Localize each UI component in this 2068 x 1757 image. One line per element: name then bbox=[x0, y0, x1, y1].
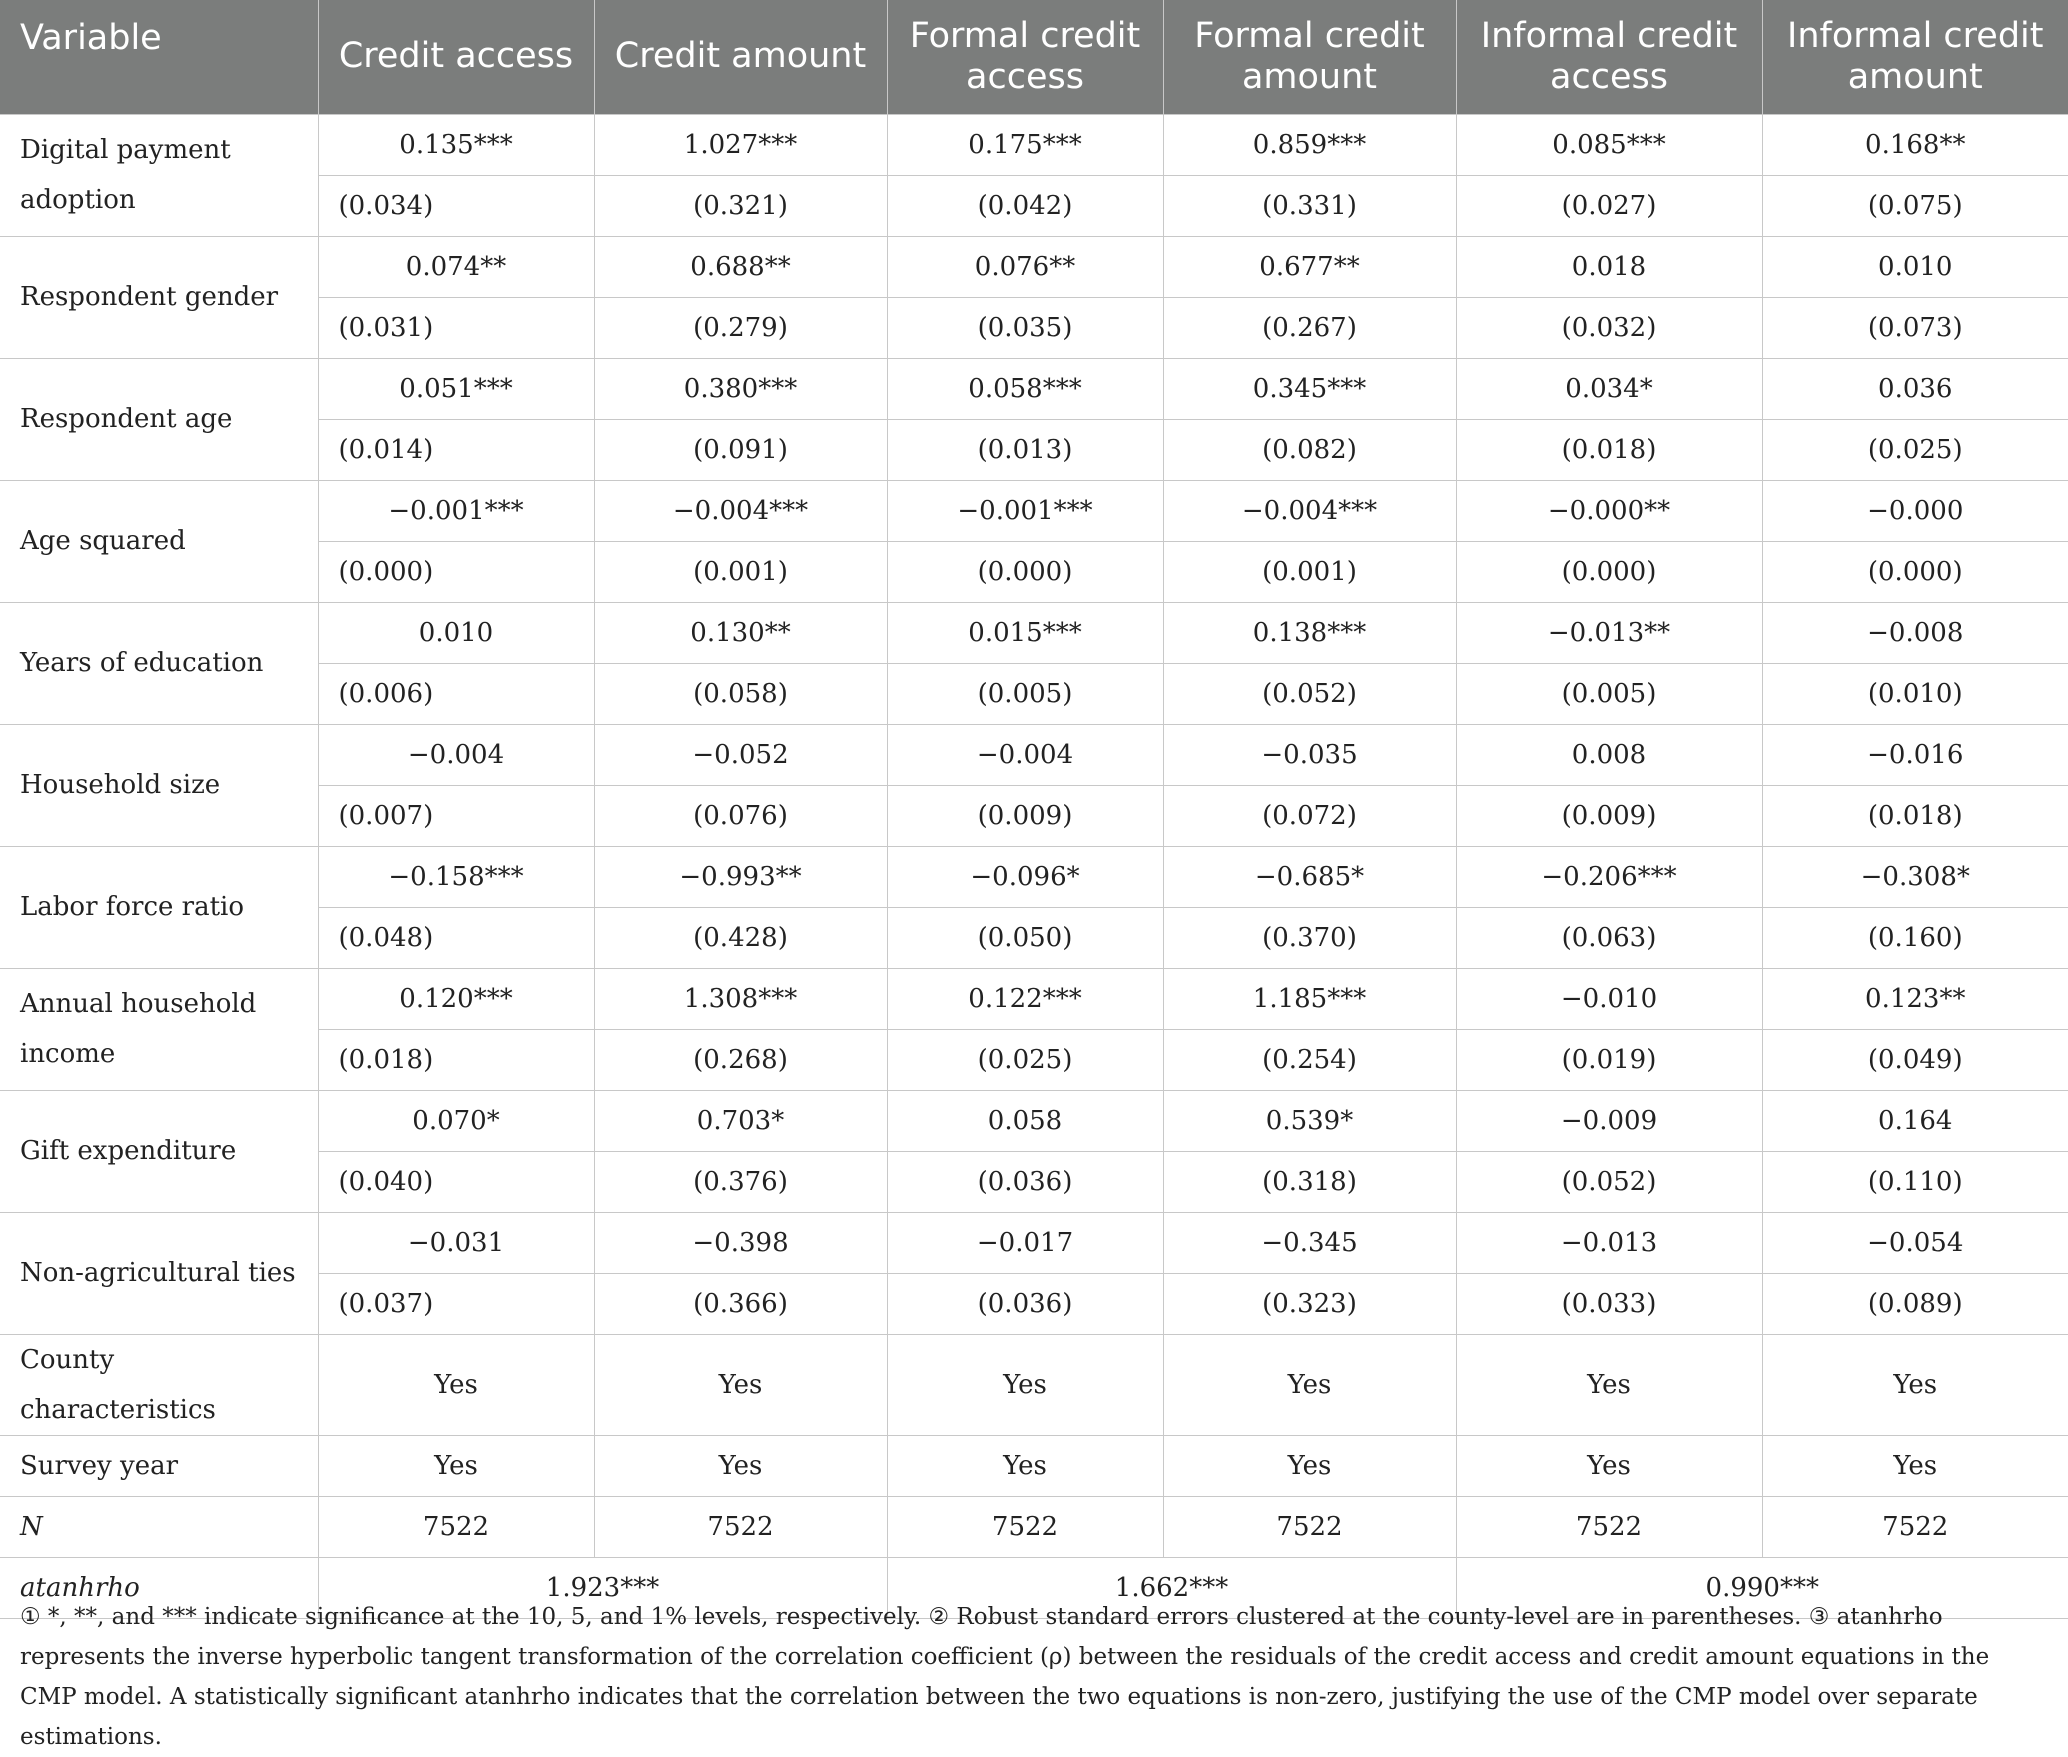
coefficient-cell: −0.000** bbox=[1456, 480, 1762, 541]
standard-error-cell: (0.052) bbox=[1456, 1151, 1762, 1212]
standard-error-cell: (0.014) bbox=[318, 419, 594, 480]
standard-error-cell: (0.005) bbox=[887, 663, 1163, 724]
standard-error-cell: (0.323) bbox=[1163, 1273, 1456, 1334]
coefficient-cell: 0.539* bbox=[1163, 1090, 1456, 1151]
control-cell: Yes bbox=[594, 1334, 887, 1435]
table-notes: ① *, **, and *** indicate significance at the 10, 5, and 1% levels, respectively. ② Robust standard errors clustered at the county-level are in parentheses. ③ atanhrho represents the inverse hyperbolic tangent transformation of the correlation coefficient (ρ) between the residuals of the credit access and credit amount equations in the CMP model. A statistically significant atanhrho indicates that the correlation between the two equations is non-zero, justifying the use of the CMP model over separate estimations. bbox=[20, 1604, 1990, 1750]
coefficient-cell: 0.051*** bbox=[318, 358, 594, 419]
standard-error-cell: (0.082) bbox=[1163, 419, 1456, 480]
standard-error-cell: (0.005) bbox=[1456, 663, 1762, 724]
coefficient-cell: −0.993** bbox=[594, 846, 887, 907]
coefficient-cell: −0.004*** bbox=[1163, 480, 1456, 541]
coefficient-cell: −0.001*** bbox=[318, 480, 594, 541]
coefficient-cell: −0.308* bbox=[1762, 846, 2068, 907]
standard-error-cell: (0.000) bbox=[318, 541, 594, 602]
standard-error-cell: (0.009) bbox=[1456, 785, 1762, 846]
control-row bbox=[0, 1334, 2068, 1435]
standard-error-cell: (0.110) bbox=[1762, 1151, 2068, 1212]
standard-error-cell: (0.376) bbox=[594, 1151, 887, 1212]
variable-label: Respondent age bbox=[0, 358, 318, 480]
coefficient-row bbox=[0, 846, 2068, 907]
control-cell: Yes bbox=[318, 1435, 594, 1496]
coefficient-cell: −0.004*** bbox=[594, 480, 887, 541]
standard-error-cell: (0.050) bbox=[887, 907, 1163, 968]
variable-label: Non-agricultural ties bbox=[0, 1212, 318, 1334]
coefficient-cell: 0.677** bbox=[1163, 236, 1456, 297]
standard-error-cell: (0.018) bbox=[1456, 419, 1762, 480]
coefficient-row bbox=[0, 1090, 2068, 1151]
standard-error-cell: (0.042) bbox=[887, 175, 1163, 236]
coefficient-cell: −0.010 bbox=[1456, 968, 1762, 1029]
coefficient-cell: 0.164 bbox=[1762, 1090, 2068, 1151]
coefficient-cell: 0.120*** bbox=[318, 968, 594, 1029]
control-cell: 7522 bbox=[594, 1496, 887, 1557]
standard-error-cell: (0.000) bbox=[887, 541, 1163, 602]
coefficient-cell: 0.135*** bbox=[318, 114, 594, 175]
coefficient-cell: −0.345 bbox=[1163, 1212, 1456, 1273]
coefficient-cell: −0.004 bbox=[318, 724, 594, 785]
control-label: N bbox=[0, 1496, 318, 1557]
coefficient-cell: 0.175*** bbox=[887, 114, 1163, 175]
control-cell: 7522 bbox=[887, 1496, 1163, 1557]
control-cell: 7522 bbox=[1456, 1496, 1762, 1557]
header-informal-credit-access: Informal credit access bbox=[1456, 0, 1762, 114]
standard-error-cell: (0.048) bbox=[318, 907, 594, 968]
header-informal-credit-amount: Informal credit amount bbox=[1762, 0, 2068, 114]
table-header-row bbox=[0, 0, 2068, 114]
coefficient-row bbox=[0, 358, 2068, 419]
coefficient-cell: −0.017 bbox=[887, 1212, 1163, 1273]
table-body bbox=[0, 114, 2068, 1618]
coefficient-cell: −0.013** bbox=[1456, 602, 1762, 663]
coefficient-cell: −0.008 bbox=[1762, 602, 2068, 663]
control-cell: 7522 bbox=[318, 1496, 594, 1557]
coefficient-cell: 0.070* bbox=[318, 1090, 594, 1151]
standard-error-cell: (0.001) bbox=[1163, 541, 1456, 602]
standard-error-cell: (0.058) bbox=[594, 663, 887, 724]
coefficient-cell: −0.052 bbox=[594, 724, 887, 785]
standard-error-cell: (0.001) bbox=[594, 541, 887, 602]
variable-label: Age squared bbox=[0, 480, 318, 602]
coefficient-cell: −0.398 bbox=[594, 1212, 887, 1273]
coefficient-cell: −0.004 bbox=[887, 724, 1163, 785]
standard-error-cell: (0.267) bbox=[1163, 297, 1456, 358]
standard-error-cell: (0.318) bbox=[1163, 1151, 1456, 1212]
standard-error-cell: (0.037) bbox=[318, 1273, 594, 1334]
control-cell: Yes bbox=[594, 1435, 887, 1496]
standard-error-cell: (0.036) bbox=[887, 1151, 1163, 1212]
control-cell: Yes bbox=[1456, 1435, 1762, 1496]
standard-error-cell: (0.160) bbox=[1762, 907, 2068, 968]
standard-error-cell: (0.019) bbox=[1456, 1029, 1762, 1090]
coefficient-cell: 0.345*** bbox=[1163, 358, 1456, 419]
header-variable: Variable bbox=[0, 0, 318, 114]
standard-error-cell: (0.089) bbox=[1762, 1273, 2068, 1334]
variable-label: Years of education bbox=[0, 602, 318, 724]
atanhrho-cell: 1.923*** bbox=[318, 1557, 887, 1618]
standard-error-cell: (0.370) bbox=[1163, 907, 1456, 968]
standard-error-cell: (0.027) bbox=[1456, 175, 1762, 236]
atanhrho-label: atanhrho bbox=[0, 1557, 318, 1618]
standard-error-cell: (0.063) bbox=[1456, 907, 1762, 968]
coefficient-cell: −0.016 bbox=[1762, 724, 2068, 785]
standard-error-cell: (0.009) bbox=[887, 785, 1163, 846]
standard-error-cell: (0.010) bbox=[1762, 663, 2068, 724]
atanhrho-cell: 0.990*** bbox=[1456, 1557, 2068, 1618]
standard-error-cell: (0.018) bbox=[318, 1029, 594, 1090]
standard-error-cell: (0.006) bbox=[318, 663, 594, 724]
control-cell: Yes bbox=[1762, 1435, 2068, 1496]
control-cell: Yes bbox=[318, 1334, 594, 1435]
coefficient-cell: −0.158*** bbox=[318, 846, 594, 907]
variable-label: Annual household income bbox=[0, 968, 318, 1090]
coefficient-cell: −0.685* bbox=[1163, 846, 1456, 907]
standard-error-cell: (0.025) bbox=[887, 1029, 1163, 1090]
standard-error-cell: (0.013) bbox=[887, 419, 1163, 480]
standard-error-cell: (0.073) bbox=[1762, 297, 2068, 358]
control-row bbox=[0, 1496, 2068, 1557]
coefficient-row bbox=[0, 236, 2068, 297]
standard-error-cell: (0.000) bbox=[1456, 541, 1762, 602]
coefficient-cell: 0.036 bbox=[1762, 358, 2068, 419]
standard-error-cell: (0.279) bbox=[594, 297, 887, 358]
standard-error-cell: (0.031) bbox=[318, 297, 594, 358]
header-formal-credit-amount: Formal credit amount bbox=[1163, 0, 1456, 114]
coefficient-cell: 0.058*** bbox=[887, 358, 1163, 419]
standard-error-cell: (0.032) bbox=[1456, 297, 1762, 358]
standard-error-cell: (0.076) bbox=[594, 785, 887, 846]
coefficient-cell: −0.054 bbox=[1762, 1212, 2068, 1273]
standard-error-cell: (0.040) bbox=[318, 1151, 594, 1212]
variable-label: Household size bbox=[0, 724, 318, 846]
coefficient-cell: 0.688** bbox=[594, 236, 887, 297]
control-cell: Yes bbox=[1456, 1334, 1762, 1435]
standard-error-cell: (0.091) bbox=[594, 419, 887, 480]
coefficient-cell: −0.031 bbox=[318, 1212, 594, 1273]
standard-error-cell: (0.052) bbox=[1163, 663, 1456, 724]
coefficient-cell: 1.027*** bbox=[594, 114, 887, 175]
coefficient-cell: 1.185*** bbox=[1163, 968, 1456, 1029]
control-cell: Yes bbox=[887, 1435, 1163, 1496]
standard-error-cell: (0.254) bbox=[1163, 1029, 1456, 1090]
variable-label: Labor force ratio bbox=[0, 846, 318, 968]
header-formal-credit-access: Formal credit access bbox=[887, 0, 1163, 114]
coefficient-cell: 0.018 bbox=[1456, 236, 1762, 297]
control-cell: 7522 bbox=[1762, 1496, 2068, 1557]
coefficient-row bbox=[0, 114, 2068, 175]
coefficient-cell: 0.034* bbox=[1456, 358, 1762, 419]
coefficient-cell: 0.130** bbox=[594, 602, 887, 663]
coefficient-row bbox=[0, 968, 2068, 1029]
coefficient-cell: 0.085*** bbox=[1456, 114, 1762, 175]
standard-error-cell: (0.049) bbox=[1762, 1029, 2068, 1090]
coefficient-cell: −0.000 bbox=[1762, 480, 2068, 541]
standard-error-cell: (0.036) bbox=[887, 1273, 1163, 1334]
control-cell: 7522 bbox=[1163, 1496, 1456, 1557]
control-cell: Yes bbox=[887, 1334, 1163, 1435]
coefficient-cell: −0.001*** bbox=[887, 480, 1163, 541]
standard-error-cell: (0.035) bbox=[887, 297, 1163, 358]
coefficient-cell: 0.074** bbox=[318, 236, 594, 297]
coefficient-cell: 0.015*** bbox=[887, 602, 1163, 663]
coefficient-cell: −0.035 bbox=[1163, 724, 1456, 785]
standard-error-cell: (0.018) bbox=[1762, 785, 2068, 846]
coefficient-cell: −0.206*** bbox=[1456, 846, 1762, 907]
control-label: County characteristics bbox=[0, 1334, 318, 1435]
standard-error-cell: (0.033) bbox=[1456, 1273, 1762, 1334]
control-row bbox=[0, 1435, 2068, 1496]
header-credit-access: Credit access bbox=[318, 0, 594, 114]
coefficient-cell: 0.123** bbox=[1762, 968, 2068, 1029]
standard-error-cell: (0.072) bbox=[1163, 785, 1456, 846]
coefficient-cell: 0.010 bbox=[1762, 236, 2068, 297]
coefficient-row bbox=[0, 602, 2068, 663]
coefficient-row bbox=[0, 480, 2068, 541]
coefficient-cell: −0.096* bbox=[887, 846, 1163, 907]
coefficient-cell: 0.122*** bbox=[887, 968, 1163, 1029]
coefficient-cell: −0.009 bbox=[1456, 1090, 1762, 1151]
standard-error-cell: (0.000) bbox=[1762, 541, 2068, 602]
coefficient-cell: −0.013 bbox=[1456, 1212, 1762, 1273]
standard-error-cell: (0.268) bbox=[594, 1029, 887, 1090]
standard-error-cell: (0.428) bbox=[594, 907, 887, 968]
control-cell: Yes bbox=[1163, 1334, 1456, 1435]
coefficient-cell: 0.076** bbox=[887, 236, 1163, 297]
variable-label: Respondent gender bbox=[0, 236, 318, 358]
coefficient-cell: 1.308*** bbox=[594, 968, 887, 1029]
atanhrho-cell: 1.662*** bbox=[887, 1557, 1456, 1618]
standard-error-cell: (0.025) bbox=[1762, 419, 2068, 480]
standard-error-cell: (0.007) bbox=[318, 785, 594, 846]
standard-error-cell: (0.075) bbox=[1762, 175, 2068, 236]
header-credit-amount: Credit amount bbox=[594, 0, 887, 114]
standard-error-cell: (0.321) bbox=[594, 175, 887, 236]
coefficient-cell: 0.008 bbox=[1456, 724, 1762, 785]
variable-label: Digital payment adoption bbox=[0, 114, 318, 236]
control-cell: Yes bbox=[1762, 1334, 2068, 1435]
standard-error-cell: (0.034) bbox=[318, 175, 594, 236]
coefficient-cell: 0.168** bbox=[1762, 114, 2068, 175]
coefficient-cell: 0.380*** bbox=[594, 358, 887, 419]
coefficient-row bbox=[0, 724, 2068, 785]
coefficient-cell: 0.703* bbox=[594, 1090, 887, 1151]
standard-error-cell: (0.331) bbox=[1163, 175, 1456, 236]
control-cell: Yes bbox=[1163, 1435, 1456, 1496]
control-label: Survey year bbox=[0, 1435, 318, 1496]
coefficient-cell: 0.058 bbox=[887, 1090, 1163, 1151]
standard-error-cell: (0.366) bbox=[594, 1273, 887, 1334]
coefficient-cell: 0.010 bbox=[318, 602, 594, 663]
coefficient-cell: 0.859*** bbox=[1163, 114, 1456, 175]
variable-label: Gift expenditure bbox=[0, 1090, 318, 1212]
coefficient-cell: 0.138*** bbox=[1163, 602, 1456, 663]
coefficient-row bbox=[0, 1212, 2068, 1273]
